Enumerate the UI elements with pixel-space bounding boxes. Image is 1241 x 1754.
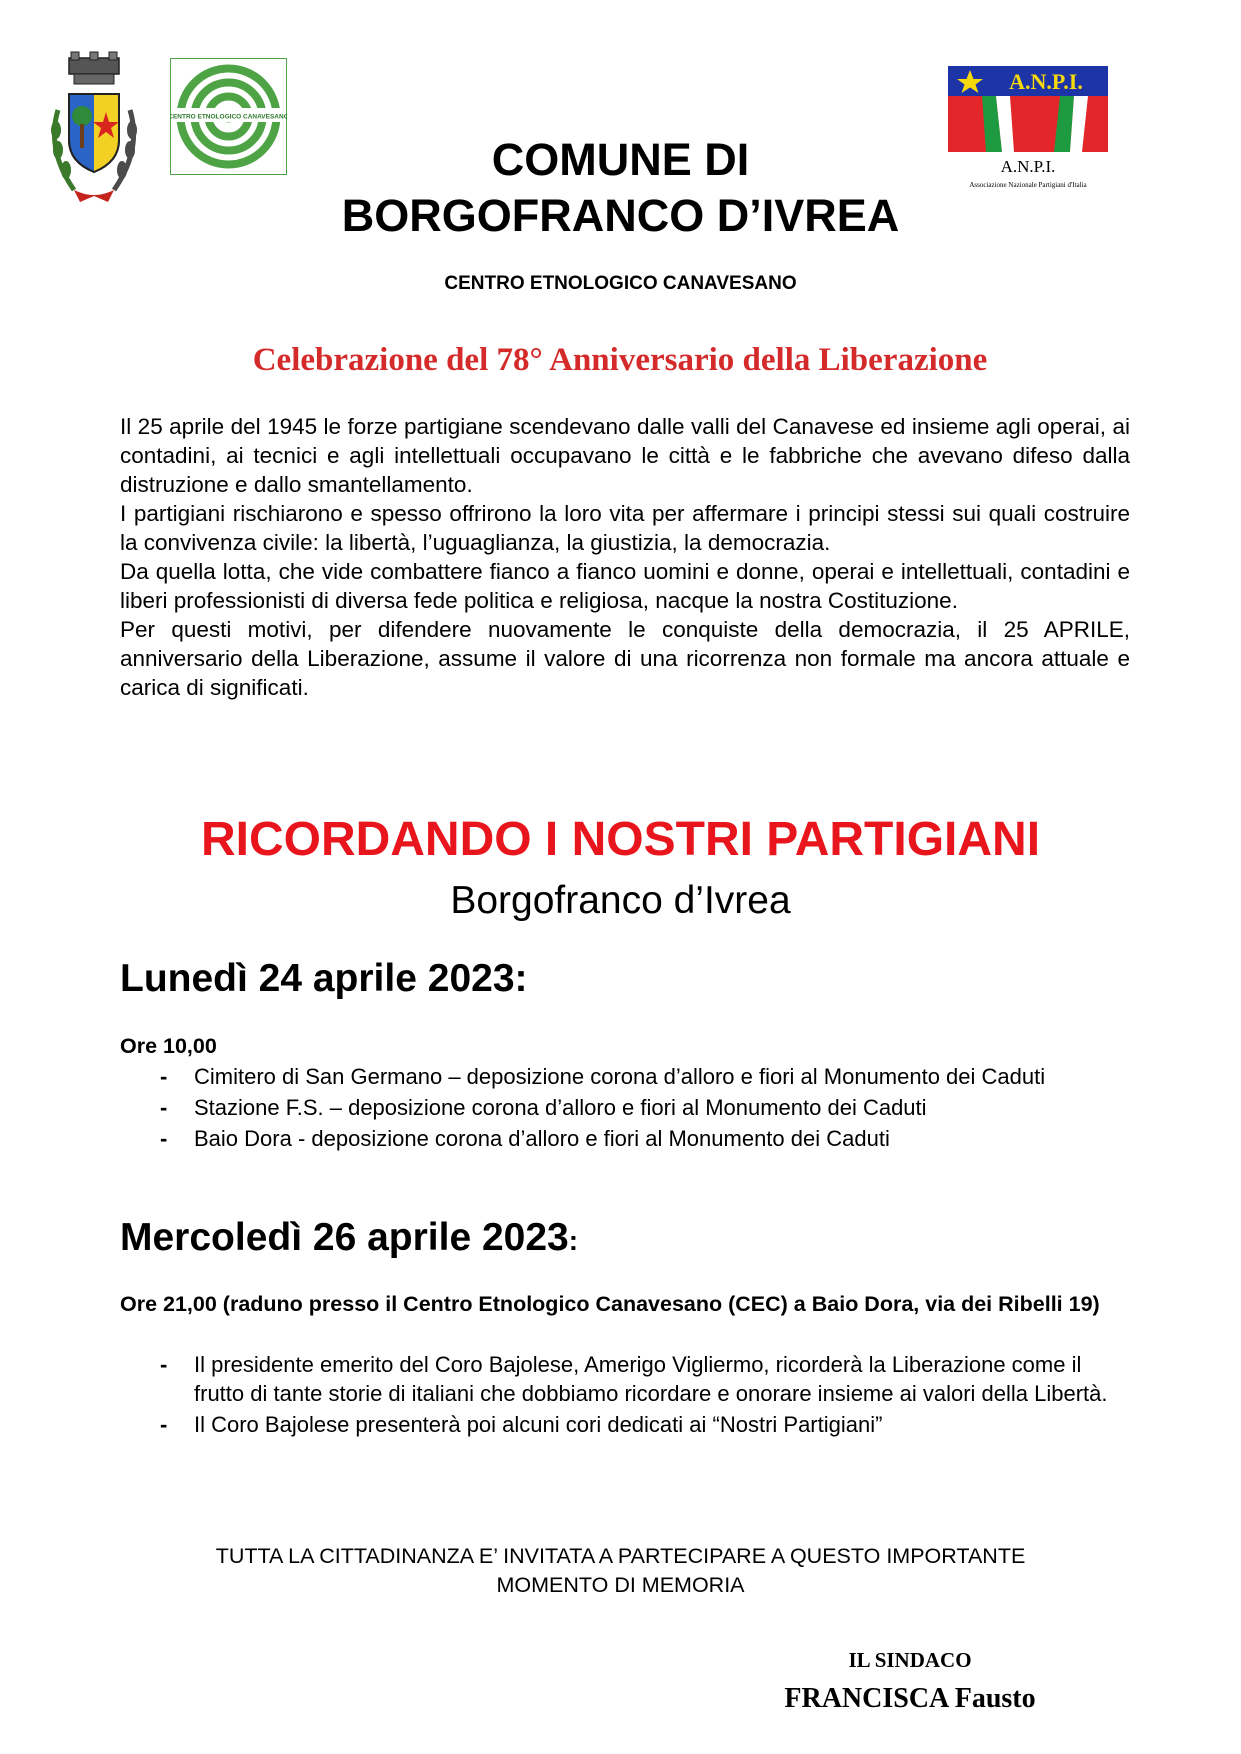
comune-title-line1: COMUNE DI bbox=[491, 134, 750, 185]
comune-coat-of-arms-icon bbox=[44, 50, 144, 206]
list-item: - Cimitero di San Germano – deposizione corona d’alloro e fiori al Monumento dei Caduti bbox=[160, 1062, 1120, 1091]
intro-paragraph: Da quella lotta, che vide combattere fianco a fianco uomini e donne, operai e intellettuali, contadini e liberi professionisti di diversa fede politica e religiosa, nacque la nostra Costituzione. bbox=[120, 559, 1130, 613]
day2-list bbox=[160, 1350, 1120, 1441]
event-title: RICORDANDO I NOSTRI PARTIGIANI bbox=[200, 813, 1041, 866]
invitation bbox=[100, 1542, 1141, 1600]
anpi-full-text: Associazione Nazionale Partigiani d'Italia bbox=[969, 181, 1087, 189]
signature-name: FRANCISCA Fausto bbox=[784, 1683, 1036, 1714]
celebration-title: Celebrazione del 78° Anniversario della Liberazione bbox=[252, 342, 988, 378]
anpi-banner-text: A.N.P.I. bbox=[1009, 69, 1083, 94]
comune-title-line2: BORGOFRANCO D’IVREA bbox=[341, 190, 900, 241]
invitation-line1: TUTTA LA CITTADINANZA E’ INVITATA A PARTECIPARE A QUESTO IMPORTANTE bbox=[215, 1544, 1026, 1568]
cec-logo-text: CENTRO ETNOLOGICO CANAVESANO bbox=[170, 113, 287, 121]
day2-heading-text: Mercoledì 26 aprile 2023 bbox=[120, 1216, 569, 1259]
intro-paragraph: I partigiani rischiarono e spesso offrirono la loro vita per affermare i principi stessi sui quali costruire la convivenza civile: la libertà, l’uguaglianza, la giustizia, la democrazia. bbox=[120, 501, 1130, 555]
day1-list bbox=[160, 1062, 1120, 1155]
signature-title: IL SINDACO bbox=[848, 1648, 972, 1672]
day1-heading: Lunedì 24 aprile 2023: bbox=[120, 957, 528, 1000]
day2-time: Ore 21,00 (raduno presso il Centro Etnologico Canavesano (CEC) a Baio Dora, via dei Ribelli 19) bbox=[120, 1292, 1100, 1316]
intro-text bbox=[120, 412, 1130, 702]
list-item: - Baio Dora - deposizione corona d’alloro e fiori al Monumento dei Caduti bbox=[160, 1124, 1120, 1153]
list-item: - Il Coro Bajolese presenterà poi alcuni cori dedicati ai “Nostri Partigiani” bbox=[160, 1410, 1120, 1439]
day2-heading bbox=[120, 1216, 578, 1260]
day1-time: Ore 10,00 bbox=[120, 1034, 217, 1058]
list-item: - Il presidente emerito del Coro Bajolese, Amerigo Vigliermo, ricorderà la Liberazione come il frutto di tante storie di italiani che dobbiamo ricordare e onorare insieme ai valori della Libertà. bbox=[160, 1350, 1120, 1408]
event-place: Borgofranco d’Ivrea bbox=[450, 879, 791, 922]
invitation-line2: MOMENTO DI MEMORIA bbox=[496, 1573, 745, 1597]
comune-title bbox=[250, 132, 991, 244]
intro-paragraph: Il 25 aprile del 1945 le forze partigiane scendevano dalle valli del Canavese ed insieme agli operai, ai contadini, ai tecnici e agli intellettuali occupavano le città e le fabbriche che avevano difeso dalla distruzione e dallo smantellamento. bbox=[120, 414, 1130, 497]
day2-heading-colon: : bbox=[568, 1225, 579, 1256]
centro-subtitle: CENTRO ETNOLOGICO CANAVESANO bbox=[444, 273, 797, 294]
intro-paragraph: Per questi motivi, per difendere nuovamente le conquiste della democrazia, il 25 APRILE, anniversario della Liberazione, assume il valore di una ricorrenza non formale ma ancora attuale e carica di significati. bbox=[120, 617, 1130, 700]
list-item: - Stazione F.S. – deposizione corona d’alloro e fiori al Monumento dei Caduti bbox=[160, 1093, 1120, 1122]
anpi-short-text: A.N.P.I. bbox=[1000, 157, 1056, 176]
